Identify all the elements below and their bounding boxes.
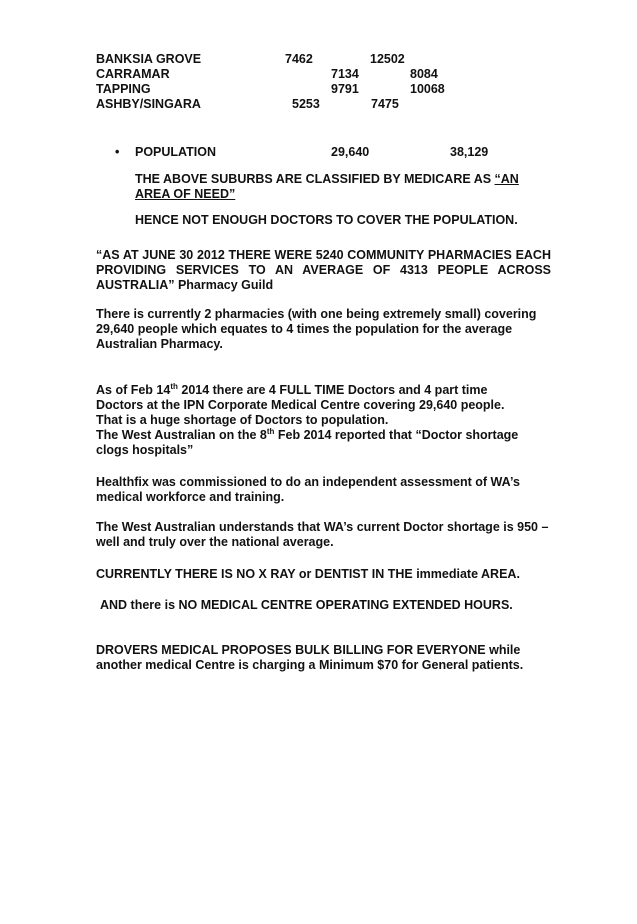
drovers-text: DROVERS MEDICAL PROPOSES BULK BILLING FOR EVERYONE while another medical Centre is charging a Minimum $70 for General patients. bbox=[96, 643, 524, 672]
feb-line-1a: As of Feb 14 bbox=[96, 383, 171, 397]
suburb-value: 7475 bbox=[371, 97, 399, 111]
population-value: 38,129 bbox=[450, 145, 489, 159]
pharmacies-paragraph bbox=[96, 307, 551, 352]
suburb-name: ASHBY/SINGARA bbox=[96, 97, 201, 111]
xray-line: CURRENTLY THERE IS NO X RAY or DENTIST IN THE immediate AREA. bbox=[96, 567, 520, 581]
feb-line-5: clogs hospitals” bbox=[96, 443, 194, 457]
shortage-paragraph bbox=[96, 520, 556, 550]
suburb-name: BANKSIA GROVE bbox=[96, 52, 202, 66]
feb-line-4b: Feb 2014 reported that “Doctor shortage bbox=[274, 428, 519, 442]
feb-line-1b: 2014 there are 4 FULL TIME Doctors and 4 part time bbox=[177, 383, 488, 397]
guild-source: Pharmacy Guild bbox=[174, 278, 274, 292]
suburb-value: 8084 bbox=[410, 67, 438, 81]
shortage-text: The West Australian understands that WA’s current Doctor shortage is 950 – well and truly over the national average. bbox=[96, 520, 549, 549]
suburb-value: 5253 bbox=[292, 97, 320, 111]
bullet-icon: • bbox=[115, 145, 120, 159]
medicare-paragraph bbox=[135, 172, 555, 202]
suburb-value: 10068 bbox=[410, 82, 445, 96]
suburb-value: 7134 bbox=[331, 67, 359, 81]
drovers-paragraph bbox=[96, 643, 561, 673]
feb-line-2: Doctors at the IPN Corporate Medical Centre covering 29,640 people. bbox=[96, 398, 505, 412]
feb-line-3: That is a huge shortage of Doctors to population. bbox=[96, 413, 389, 427]
feb-line-4a: The West Australian on the 8 bbox=[96, 428, 267, 442]
medicare-text: THE ABOVE SUBURBS ARE CLASSIFIED BY MEDICARE AS bbox=[135, 172, 495, 186]
suburb-value: 7462 bbox=[285, 52, 313, 66]
healthfix-paragraph bbox=[96, 475, 556, 505]
suburb-value: 9791 bbox=[331, 82, 359, 96]
doctors-paragraph bbox=[96, 383, 566, 458]
feb-line-1-sup: th bbox=[170, 381, 178, 391]
area-of-need-text: “AN AREA OF NEED” bbox=[135, 172, 519, 201]
guild-paragraph bbox=[96, 248, 551, 293]
suburb-name: CARRAMAR bbox=[96, 67, 170, 81]
pharmacies-text: There is currently 2 pharmacies (with one being extremely small) covering 29,640 people which equates to 4 times the population for the average Australian Pharmacy. bbox=[96, 307, 537, 351]
suburb-name: TAPPING bbox=[96, 82, 151, 96]
suburb-value: 12502 bbox=[370, 52, 405, 66]
extended-hours-line: AND there is NO MEDICAL CENTRE OPERATING EXTENDED HOURS. bbox=[100, 598, 513, 612]
guild-quote: “AS AT JUNE 30 2012 THERE WERE 5240 COMMUNITY PHARMACIES EACH PROVIDING SERVICES TO AN AVERAGE OF 4313 PEOPLE ACROSS AUSTRALIA” bbox=[96, 248, 551, 292]
doctors-line: HENCE NOT ENOUGH DOCTORS TO COVER THE POPULATION. bbox=[135, 213, 518, 227]
population-value: 29,640 bbox=[331, 145, 370, 159]
population-label: POPULATION bbox=[135, 145, 217, 159]
healthfix-text: Healthfix was commissioned to do an independent assessment of WA’s medical workforce and training. bbox=[96, 475, 520, 504]
feb-line-4-sup: th bbox=[266, 426, 275, 436]
